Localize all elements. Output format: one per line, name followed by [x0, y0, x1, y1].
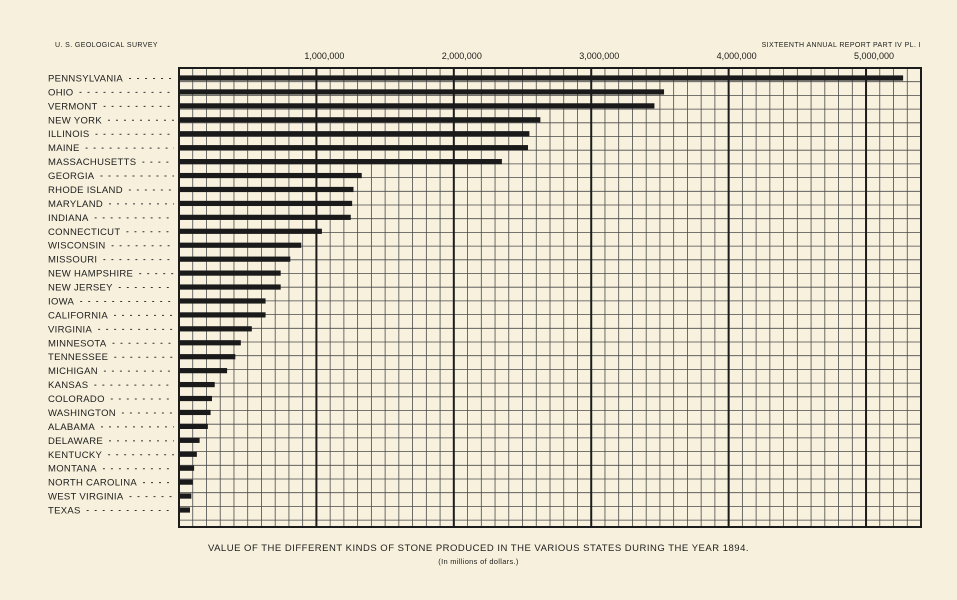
bar — [179, 493, 191, 498]
chart-subtitle: (In millions of dollars.) — [438, 557, 519, 566]
bar — [179, 298, 266, 303]
category-label: IOWA — [48, 296, 75, 308]
category-label: DELAWARE — [48, 435, 104, 447]
category-label: RHODE ISLAND — [48, 184, 123, 196]
bar — [179, 75, 903, 80]
bar — [179, 368, 227, 373]
category-label: MISSOURI — [48, 254, 98, 266]
bar — [179, 480, 193, 485]
x-tick-label: 3,000,000 — [579, 51, 620, 61]
category-label: TENNESSEE — [48, 352, 109, 364]
bar — [179, 103, 654, 108]
category-label: WASHINGTON — [48, 407, 116, 419]
category-label: MASSACHUSETTS — [48, 157, 137, 169]
bar — [179, 354, 235, 359]
category-label: MAINE — [48, 143, 80, 155]
bar — [179, 438, 200, 443]
bar — [179, 117, 540, 122]
category-label: NEW HAMPSHIRE — [48, 268, 134, 280]
x-tick-label: 5,000,000 — [854, 51, 895, 61]
category-label: PENNSYLVANIA — [48, 73, 124, 85]
bar — [179, 145, 528, 150]
bar — [179, 466, 194, 471]
bar — [179, 173, 362, 178]
category-label: CALIFORNIA — [48, 310, 109, 322]
bar — [179, 340, 241, 345]
bar — [179, 312, 266, 317]
category-label: MONTANA — [48, 463, 97, 475]
category-label: MINNESOTA — [48, 338, 107, 350]
bar — [179, 257, 290, 262]
category-label: VERMONT — [48, 101, 98, 113]
bar — [179, 382, 215, 387]
bar — [179, 201, 352, 206]
bar — [179, 452, 197, 457]
bar — [179, 229, 322, 234]
category-label: MARYLAND — [48, 198, 104, 210]
category-label: ILLINOIS — [48, 129, 90, 141]
category-label: GEORGIA — [48, 171, 95, 183]
category-label: MICHIGAN — [48, 366, 98, 378]
bar — [179, 89, 664, 94]
category-label: OHIO — [48, 87, 74, 99]
x-tick-label: 4,000,000 — [716, 51, 757, 61]
publisher-header: U. S. GEOLOGICAL SURVEY — [55, 42, 158, 49]
bar — [179, 284, 281, 289]
report-header: SIXTEENTH ANNUAL REPORT PART IV PL. I — [761, 42, 921, 49]
bar — [179, 243, 301, 248]
x-tick-label: 2,000,000 — [441, 51, 482, 61]
bar — [179, 159, 502, 164]
category-label: NEW JERSEY — [48, 282, 113, 294]
category-label: COLORADO — [48, 394, 105, 406]
category-label: INDIANA — [48, 212, 89, 224]
category-label: KENTUCKY — [48, 449, 103, 461]
bar — [179, 187, 354, 192]
bar — [179, 131, 529, 136]
bar — [179, 410, 211, 415]
bar — [179, 270, 281, 275]
category-label: WEST VIRGINIA — [48, 491, 124, 503]
chart-title: VALUE OF THE DIFFERENT KINDS OF STONE PRODUCED IN THE VARIOUS STATES DURING THE YEAR 1894. — [207, 543, 750, 554]
category-label: WISCONSIN — [48, 240, 106, 252]
bar — [179, 507, 190, 512]
category-label: TEXAS — [48, 505, 81, 517]
category-label: VIRGINIA — [48, 324, 93, 336]
bar — [179, 326, 252, 331]
bar — [179, 215, 351, 220]
category-label: NEW YORK — [48, 115, 102, 127]
category-label: ALABAMA — [48, 421, 95, 433]
bar — [179, 396, 212, 401]
category-label: NORTH CAROLINA — [48, 477, 138, 489]
bar — [179, 424, 208, 429]
category-label: KANSAS — [48, 380, 89, 392]
category-label: CONNECTICUT — [48, 226, 121, 238]
x-tick-label: 1,000,000 — [304, 51, 345, 61]
